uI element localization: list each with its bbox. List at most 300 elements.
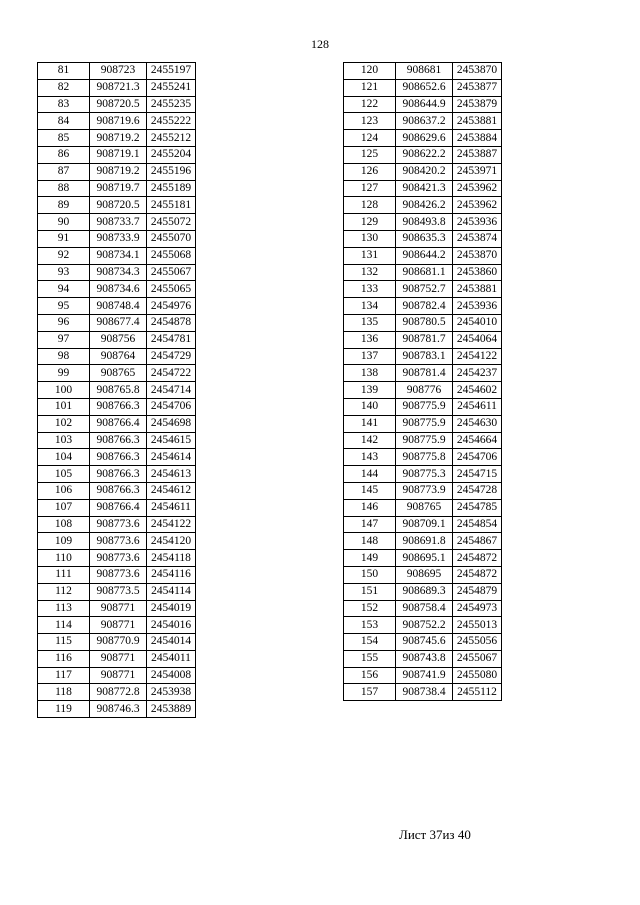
y-coordinate-cell: 2455068 bbox=[147, 247, 196, 264]
x-coordinate-cell: 908771 bbox=[90, 600, 147, 617]
x-coordinate-cell: 908758.4 bbox=[396, 600, 453, 617]
y-coordinate-cell: 2453881 bbox=[453, 281, 502, 298]
table-row bbox=[38, 499, 196, 516]
y-coordinate-cell: 2454706 bbox=[453, 449, 502, 466]
point-number-cell: 141 bbox=[344, 415, 396, 432]
point-number-cell: 147 bbox=[344, 516, 396, 533]
point-number-cell: 132 bbox=[344, 264, 396, 281]
table-row bbox=[344, 583, 502, 600]
table-row bbox=[344, 684, 502, 701]
table-row bbox=[344, 466, 502, 483]
x-coordinate-cell: 908637.2 bbox=[396, 113, 453, 130]
point-number-cell: 97 bbox=[38, 331, 90, 348]
x-coordinate-cell: 908766.3 bbox=[90, 466, 147, 483]
x-coordinate-cell: 908746.3 bbox=[90, 701, 147, 718]
table-row bbox=[344, 650, 502, 667]
x-coordinate-cell: 908752.7 bbox=[396, 281, 453, 298]
y-coordinate-cell: 2455212 bbox=[147, 130, 196, 147]
y-coordinate-cell: 2453877 bbox=[453, 79, 502, 96]
y-coordinate-cell: 2454120 bbox=[147, 533, 196, 550]
x-coordinate-cell: 908773.9 bbox=[396, 482, 453, 499]
x-coordinate-cell: 908720.5 bbox=[90, 96, 147, 113]
table-row bbox=[344, 180, 502, 197]
table-row bbox=[38, 533, 196, 550]
x-coordinate-cell: 908771 bbox=[90, 667, 147, 684]
point-number-cell: 142 bbox=[344, 432, 396, 449]
table-row bbox=[344, 566, 502, 583]
point-number-cell: 127 bbox=[344, 180, 396, 197]
x-coordinate-cell: 908775.8 bbox=[396, 449, 453, 466]
y-coordinate-cell: 2453870 bbox=[453, 247, 502, 264]
table-row bbox=[38, 667, 196, 684]
y-coordinate-cell: 2453879 bbox=[453, 96, 502, 113]
table-row bbox=[344, 230, 502, 247]
point-number-cell: 137 bbox=[344, 348, 396, 365]
x-coordinate-cell: 908765 bbox=[90, 365, 147, 382]
x-coordinate-cell: 908719.2 bbox=[90, 163, 147, 180]
table-row bbox=[344, 298, 502, 315]
x-coordinate-cell: 908629.6 bbox=[396, 130, 453, 147]
table-row bbox=[344, 398, 502, 415]
table-row bbox=[38, 113, 196, 130]
table-row bbox=[38, 197, 196, 214]
table-row bbox=[344, 79, 502, 96]
point-number-cell: 152 bbox=[344, 600, 396, 617]
y-coordinate-cell: 2454729 bbox=[147, 348, 196, 365]
y-coordinate-cell: 2454630 bbox=[453, 415, 502, 432]
x-coordinate-cell: 908771 bbox=[90, 650, 147, 667]
table-row bbox=[38, 281, 196, 298]
y-coordinate-cell: 2455067 bbox=[453, 650, 502, 667]
x-coordinate-cell: 908741.9 bbox=[396, 667, 453, 684]
x-coordinate-cell: 908719.7 bbox=[90, 180, 147, 197]
y-coordinate-cell: 2453884 bbox=[453, 130, 502, 147]
x-coordinate-cell: 908773.6 bbox=[90, 550, 147, 567]
x-coordinate-cell: 908766.3 bbox=[90, 432, 147, 449]
x-coordinate-cell: 908765.8 bbox=[90, 382, 147, 399]
point-number-cell: 92 bbox=[38, 247, 90, 264]
y-coordinate-cell: 2455072 bbox=[147, 214, 196, 231]
table-row bbox=[344, 264, 502, 281]
x-coordinate-cell: 908734.3 bbox=[90, 264, 147, 281]
table-row bbox=[38, 398, 196, 415]
table-row bbox=[38, 180, 196, 197]
x-coordinate-cell: 908652.6 bbox=[396, 79, 453, 96]
table-row bbox=[38, 482, 196, 499]
x-coordinate-cell: 908781.4 bbox=[396, 365, 453, 382]
y-coordinate-cell: 2453881 bbox=[453, 113, 502, 130]
y-coordinate-cell: 2454785 bbox=[453, 499, 502, 516]
y-coordinate-cell: 2454122 bbox=[453, 348, 502, 365]
point-number-cell: 125 bbox=[344, 146, 396, 163]
x-coordinate-cell: 908773.6 bbox=[90, 566, 147, 583]
y-coordinate-cell: 2453870 bbox=[453, 63, 502, 80]
point-number-cell: 136 bbox=[344, 331, 396, 348]
x-coordinate-cell: 908771 bbox=[90, 617, 147, 634]
x-coordinate-cell: 908733.7 bbox=[90, 214, 147, 231]
table-row bbox=[344, 281, 502, 298]
x-coordinate-cell: 908776 bbox=[396, 382, 453, 399]
point-number-cell: 157 bbox=[344, 684, 396, 701]
x-coordinate-cell: 908719.6 bbox=[90, 113, 147, 130]
table-row bbox=[38, 331, 196, 348]
point-number-cell: 100 bbox=[38, 382, 90, 399]
table-row bbox=[344, 415, 502, 432]
point-number-cell: 126 bbox=[344, 163, 396, 180]
x-coordinate-cell: 908745.6 bbox=[396, 634, 453, 651]
table-row bbox=[344, 130, 502, 147]
point-number-cell: 118 bbox=[38, 684, 90, 701]
x-coordinate-cell: 908681 bbox=[396, 63, 453, 80]
point-number-cell: 117 bbox=[38, 667, 90, 684]
x-coordinate-cell: 908644.9 bbox=[396, 96, 453, 113]
y-coordinate-cell: 2455197 bbox=[147, 63, 196, 80]
point-number-cell: 138 bbox=[344, 365, 396, 382]
point-number-cell: 133 bbox=[344, 281, 396, 298]
point-number-cell: 106 bbox=[38, 482, 90, 499]
x-coordinate-cell: 908721.3 bbox=[90, 79, 147, 96]
point-number-cell: 105 bbox=[38, 466, 90, 483]
point-number-cell: 119 bbox=[38, 701, 90, 718]
y-coordinate-cell: 2454612 bbox=[147, 482, 196, 499]
x-coordinate-cell: 908780.5 bbox=[396, 314, 453, 331]
y-coordinate-cell: 2454867 bbox=[453, 533, 502, 550]
y-coordinate-cell: 2454122 bbox=[147, 516, 196, 533]
table-row bbox=[344, 163, 502, 180]
point-number-cell: 154 bbox=[344, 634, 396, 651]
x-coordinate-cell: 908738.4 bbox=[396, 684, 453, 701]
table-row bbox=[344, 634, 502, 651]
table-row bbox=[38, 79, 196, 96]
x-coordinate-cell: 908720.5 bbox=[90, 197, 147, 214]
y-coordinate-cell: 2455065 bbox=[147, 281, 196, 298]
point-number-cell: 115 bbox=[38, 634, 90, 651]
table-row bbox=[38, 634, 196, 651]
table-row bbox=[38, 130, 196, 147]
y-coordinate-cell: 2454237 bbox=[453, 365, 502, 382]
x-coordinate-cell: 908773.5 bbox=[90, 583, 147, 600]
point-number-cell: 145 bbox=[344, 482, 396, 499]
table-row bbox=[344, 197, 502, 214]
table-row bbox=[344, 617, 502, 634]
table-row bbox=[344, 247, 502, 264]
y-coordinate-cell: 2454118 bbox=[147, 550, 196, 567]
point-number-cell: 153 bbox=[344, 617, 396, 634]
table-row bbox=[38, 230, 196, 247]
table-row bbox=[38, 247, 196, 264]
y-coordinate-cell: 2453936 bbox=[453, 298, 502, 315]
x-coordinate-cell: 908421.3 bbox=[396, 180, 453, 197]
x-coordinate-cell: 908775.9 bbox=[396, 432, 453, 449]
y-coordinate-cell: 2455222 bbox=[147, 113, 196, 130]
x-coordinate-cell: 908709.1 bbox=[396, 516, 453, 533]
point-number-cell: 134 bbox=[344, 298, 396, 315]
x-coordinate-cell: 908644.2 bbox=[396, 247, 453, 264]
y-coordinate-cell: 2453889 bbox=[147, 701, 196, 718]
table-row bbox=[38, 466, 196, 483]
point-number-cell: 146 bbox=[344, 499, 396, 516]
x-coordinate-cell: 908783.1 bbox=[396, 348, 453, 365]
table-row bbox=[38, 449, 196, 466]
y-coordinate-cell: 2454664 bbox=[453, 432, 502, 449]
y-coordinate-cell: 2455181 bbox=[147, 197, 196, 214]
x-coordinate-cell: 908772.8 bbox=[90, 684, 147, 701]
y-coordinate-cell: 2454611 bbox=[147, 499, 196, 516]
point-number-cell: 144 bbox=[344, 466, 396, 483]
point-number-cell: 131 bbox=[344, 247, 396, 264]
y-coordinate-cell: 2454114 bbox=[147, 583, 196, 600]
table-row bbox=[38, 314, 196, 331]
x-coordinate-cell: 908764 bbox=[90, 348, 147, 365]
x-coordinate-cell: 908493.8 bbox=[396, 214, 453, 231]
y-coordinate-cell: 2455112 bbox=[453, 684, 502, 701]
coordinates-table-left bbox=[37, 62, 196, 718]
point-number-cell: 81 bbox=[38, 63, 90, 80]
point-number-cell: 143 bbox=[344, 449, 396, 466]
point-number-cell: 120 bbox=[344, 63, 396, 80]
y-coordinate-cell: 2454615 bbox=[147, 432, 196, 449]
point-number-cell: 86 bbox=[38, 146, 90, 163]
y-coordinate-cell: 2454116 bbox=[147, 566, 196, 583]
x-coordinate-cell: 908766.3 bbox=[90, 398, 147, 415]
point-number-cell: 139 bbox=[344, 382, 396, 399]
table-row bbox=[344, 214, 502, 231]
y-coordinate-cell: 2454976 bbox=[147, 298, 196, 315]
point-number-cell: 101 bbox=[38, 398, 90, 415]
point-number-cell: 135 bbox=[344, 314, 396, 331]
point-number-cell: 95 bbox=[38, 298, 90, 315]
table-row bbox=[38, 298, 196, 315]
y-coordinate-cell: 2454014 bbox=[147, 634, 196, 651]
point-number-cell: 102 bbox=[38, 415, 90, 432]
y-coordinate-cell: 2454728 bbox=[453, 482, 502, 499]
point-number-cell: 123 bbox=[344, 113, 396, 130]
table-row bbox=[38, 163, 196, 180]
table-row bbox=[344, 499, 502, 516]
y-coordinate-cell: 2453971 bbox=[453, 163, 502, 180]
y-coordinate-cell: 2455013 bbox=[453, 617, 502, 634]
y-coordinate-cell: 2453887 bbox=[453, 146, 502, 163]
point-number-cell: 107 bbox=[38, 499, 90, 516]
point-number-cell: 93 bbox=[38, 264, 90, 281]
x-coordinate-cell: 908782.4 bbox=[396, 298, 453, 315]
point-number-cell: 85 bbox=[38, 130, 90, 147]
y-coordinate-cell: 2454008 bbox=[147, 667, 196, 684]
y-coordinate-cell: 2453860 bbox=[453, 264, 502, 281]
table-row bbox=[38, 264, 196, 281]
table-row bbox=[344, 314, 502, 331]
table-row bbox=[38, 516, 196, 533]
y-coordinate-cell: 2453938 bbox=[147, 684, 196, 701]
point-number-cell: 129 bbox=[344, 214, 396, 231]
point-number-cell: 111 bbox=[38, 566, 90, 583]
table-row bbox=[38, 432, 196, 449]
table-row bbox=[344, 516, 502, 533]
y-coordinate-cell: 2454706 bbox=[147, 398, 196, 415]
y-coordinate-cell: 2455067 bbox=[147, 264, 196, 281]
point-number-cell: 90 bbox=[38, 214, 90, 231]
point-number-cell: 89 bbox=[38, 197, 90, 214]
point-number-cell: 130 bbox=[344, 230, 396, 247]
table-row bbox=[38, 382, 196, 399]
table-row bbox=[38, 583, 196, 600]
page-number: 128 bbox=[311, 37, 329, 51]
point-number-cell: 94 bbox=[38, 281, 90, 298]
x-coordinate-cell: 908775.9 bbox=[396, 415, 453, 432]
table-row bbox=[38, 650, 196, 667]
x-coordinate-cell: 908770.9 bbox=[90, 634, 147, 651]
y-coordinate-cell: 2454781 bbox=[147, 331, 196, 348]
x-coordinate-cell: 908765 bbox=[396, 499, 453, 516]
y-coordinate-cell: 2454872 bbox=[453, 550, 502, 567]
x-coordinate-cell: 908775.9 bbox=[396, 398, 453, 415]
y-coordinate-cell: 2453874 bbox=[453, 230, 502, 247]
table-row bbox=[344, 482, 502, 499]
point-number-cell: 87 bbox=[38, 163, 90, 180]
table-row bbox=[344, 63, 502, 80]
sheet-counter: Лист 37из 40 bbox=[399, 827, 471, 842]
table-row bbox=[344, 533, 502, 550]
table-row bbox=[344, 432, 502, 449]
x-coordinate-cell: 908677.4 bbox=[90, 314, 147, 331]
table-row bbox=[344, 348, 502, 365]
x-coordinate-cell: 908681.1 bbox=[396, 264, 453, 281]
point-number-cell: 91 bbox=[38, 230, 90, 247]
x-coordinate-cell: 908766.3 bbox=[90, 482, 147, 499]
x-coordinate-cell: 908695 bbox=[396, 566, 453, 583]
y-coordinate-cell: 2454602 bbox=[453, 382, 502, 399]
table-row bbox=[38, 684, 196, 701]
point-number-cell: 109 bbox=[38, 533, 90, 550]
point-number-cell: 108 bbox=[38, 516, 90, 533]
table-row bbox=[344, 449, 502, 466]
table-row bbox=[38, 214, 196, 231]
point-number-cell: 122 bbox=[344, 96, 396, 113]
point-number-cell: 82 bbox=[38, 79, 90, 96]
y-coordinate-cell: 2454714 bbox=[147, 382, 196, 399]
point-number-cell: 114 bbox=[38, 617, 90, 634]
table-row bbox=[38, 600, 196, 617]
y-coordinate-cell: 2454879 bbox=[453, 583, 502, 600]
table-row bbox=[344, 550, 502, 567]
table-row bbox=[38, 415, 196, 432]
x-coordinate-cell: 908689.3 bbox=[396, 583, 453, 600]
x-coordinate-cell: 908734.6 bbox=[90, 281, 147, 298]
x-coordinate-cell: 908723 bbox=[90, 63, 147, 80]
point-number-cell: 88 bbox=[38, 180, 90, 197]
y-coordinate-cell: 2454011 bbox=[147, 650, 196, 667]
point-number-cell: 116 bbox=[38, 650, 90, 667]
y-coordinate-cell: 2454878 bbox=[147, 314, 196, 331]
y-coordinate-cell: 2454872 bbox=[453, 566, 502, 583]
table-row bbox=[38, 63, 196, 80]
x-coordinate-cell: 908695.1 bbox=[396, 550, 453, 567]
x-coordinate-cell: 908766.4 bbox=[90, 415, 147, 432]
x-coordinate-cell: 908781.7 bbox=[396, 331, 453, 348]
point-number-cell: 128 bbox=[344, 197, 396, 214]
point-number-cell: 83 bbox=[38, 96, 90, 113]
point-number-cell: 104 bbox=[38, 449, 90, 466]
table-row bbox=[38, 348, 196, 365]
point-number-cell: 110 bbox=[38, 550, 90, 567]
point-number-cell: 155 bbox=[344, 650, 396, 667]
point-number-cell: 121 bbox=[344, 79, 396, 96]
y-coordinate-cell: 2454973 bbox=[453, 600, 502, 617]
y-coordinate-cell: 2455080 bbox=[453, 667, 502, 684]
x-coordinate-cell: 908733.9 bbox=[90, 230, 147, 247]
point-number-cell: 112 bbox=[38, 583, 90, 600]
point-number-cell: 156 bbox=[344, 667, 396, 684]
table-row bbox=[344, 600, 502, 617]
y-coordinate-cell: 2455241 bbox=[147, 79, 196, 96]
coordinates-table-right bbox=[343, 62, 502, 701]
point-number-cell: 148 bbox=[344, 533, 396, 550]
point-number-cell: 151 bbox=[344, 583, 396, 600]
y-coordinate-cell: 2454715 bbox=[453, 466, 502, 483]
table-row bbox=[38, 701, 196, 718]
y-coordinate-cell: 2454613 bbox=[147, 466, 196, 483]
point-number-cell: 98 bbox=[38, 348, 90, 365]
y-coordinate-cell: 2454854 bbox=[453, 516, 502, 533]
y-coordinate-cell: 2454010 bbox=[453, 314, 502, 331]
point-number-cell: 124 bbox=[344, 130, 396, 147]
y-coordinate-cell: 2455189 bbox=[147, 180, 196, 197]
x-coordinate-cell: 908775.3 bbox=[396, 466, 453, 483]
point-number-cell: 150 bbox=[344, 566, 396, 583]
x-coordinate-cell: 908426.2 bbox=[396, 197, 453, 214]
x-coordinate-cell: 908719.2 bbox=[90, 130, 147, 147]
table-row bbox=[344, 146, 502, 163]
table-row bbox=[38, 550, 196, 567]
table-row bbox=[344, 365, 502, 382]
table-row bbox=[344, 667, 502, 684]
y-coordinate-cell: 2455056 bbox=[453, 634, 502, 651]
table-row bbox=[344, 96, 502, 113]
y-coordinate-cell: 2454016 bbox=[147, 617, 196, 634]
point-number-cell: 113 bbox=[38, 600, 90, 617]
y-coordinate-cell: 2453962 bbox=[453, 197, 502, 214]
table-row bbox=[344, 331, 502, 348]
x-coordinate-cell: 908748.4 bbox=[90, 298, 147, 315]
point-number-cell: 140 bbox=[344, 398, 396, 415]
table-row bbox=[344, 113, 502, 130]
table-row bbox=[38, 566, 196, 583]
y-coordinate-cell: 2455070 bbox=[147, 230, 196, 247]
y-coordinate-cell: 2455235 bbox=[147, 96, 196, 113]
x-coordinate-cell: 908766.3 bbox=[90, 449, 147, 466]
table-row bbox=[38, 96, 196, 113]
x-coordinate-cell: 908766.4 bbox=[90, 499, 147, 516]
y-coordinate-cell: 2455196 bbox=[147, 163, 196, 180]
x-coordinate-cell: 908691.8 bbox=[396, 533, 453, 550]
x-coordinate-cell: 908635.3 bbox=[396, 230, 453, 247]
y-coordinate-cell: 2455204 bbox=[147, 146, 196, 163]
table-row bbox=[38, 617, 196, 634]
x-coordinate-cell: 908743.8 bbox=[396, 650, 453, 667]
table-row bbox=[344, 382, 502, 399]
x-coordinate-cell: 908719.1 bbox=[90, 146, 147, 163]
x-coordinate-cell: 908734.1 bbox=[90, 247, 147, 264]
y-coordinate-cell: 2454064 bbox=[453, 331, 502, 348]
point-number-cell: 103 bbox=[38, 432, 90, 449]
y-coordinate-cell: 2453962 bbox=[453, 180, 502, 197]
x-coordinate-cell: 908622.2 bbox=[396, 146, 453, 163]
y-coordinate-cell: 2454698 bbox=[147, 415, 196, 432]
point-number-cell: 96 bbox=[38, 314, 90, 331]
y-coordinate-cell: 2454722 bbox=[147, 365, 196, 382]
x-coordinate-cell: 908773.6 bbox=[90, 516, 147, 533]
point-number-cell: 84 bbox=[38, 113, 90, 130]
